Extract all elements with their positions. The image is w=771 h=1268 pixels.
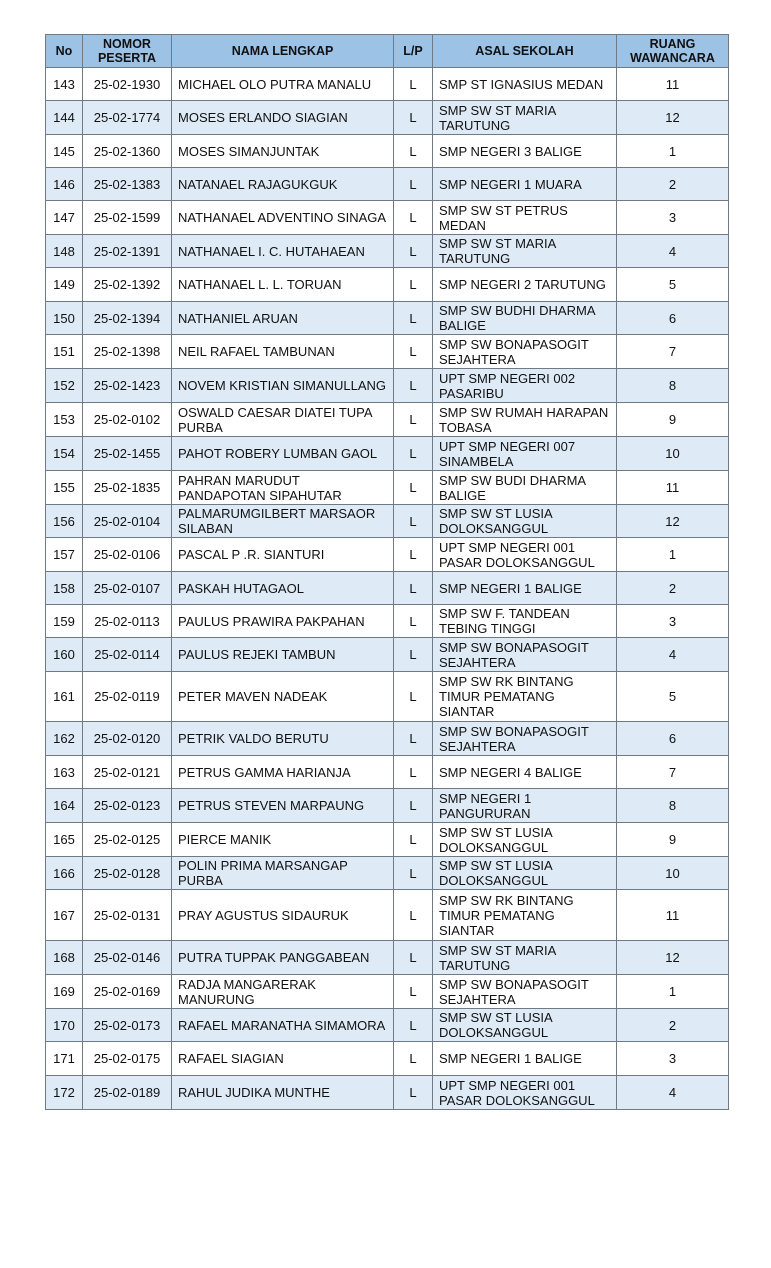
- header-nomor-line2: PESERTA: [97, 51, 157, 65]
- cell-nama-lengkap: PASKAH HUTAGAOL: [172, 572, 394, 605]
- cell-nama-lengkap: PETER MAVEN NADEAK: [172, 672, 394, 722]
- cell-lp: L: [394, 823, 433, 857]
- cell-lp: L: [394, 890, 433, 941]
- header-ruang-line2: WAWANCARA: [630, 51, 715, 65]
- cell-nomor-peserta: 25-02-1392: [83, 268, 172, 302]
- cell-asal-sekolah: SMP SW F. TANDEAN TEBING TINGGI: [433, 605, 617, 638]
- cell-nomor-peserta: 25-02-0121: [83, 756, 172, 789]
- cell-no: 160: [46, 638, 83, 672]
- cell-lp: L: [394, 789, 433, 823]
- cell-nomor-peserta: 25-02-0107: [83, 572, 172, 605]
- cell-nomor-peserta: 25-02-0146: [83, 941, 172, 975]
- cell-ruang: 1: [617, 975, 729, 1009]
- table-row: [46, 823, 729, 857]
- table-row: [46, 756, 729, 789]
- cell-no: 150: [46, 302, 83, 335]
- table-row: [46, 168, 729, 201]
- cell-lp: L: [394, 135, 433, 168]
- cell-lp: L: [394, 268, 433, 302]
- cell-nama-lengkap: PALMARUMGILBERT MARSAOR SILABAN: [172, 505, 394, 538]
- cell-lp: L: [394, 369, 433, 403]
- cell-nomor-peserta: 25-02-0128: [83, 857, 172, 890]
- cell-nama-lengkap: NATHANAEL I. C. HUTAHAEAN: [172, 235, 394, 268]
- cell-nomor-peserta: 25-02-1423: [83, 369, 172, 403]
- table-row: [46, 369, 729, 403]
- cell-nama-lengkap: PAHRAN MARUDUT PANDAPOTAN SIPAHUTAR: [172, 471, 394, 505]
- cell-nama-lengkap: PETRIK VALDO BERUTU: [172, 722, 394, 756]
- header-ruang-wawancara: [617, 35, 729, 68]
- cell-asal-sekolah: SMP SW BUDHI DHARMA BALIGE: [433, 302, 617, 335]
- cell-nomor-peserta: 25-02-1383: [83, 168, 172, 201]
- cell-asal-sekolah: SMP SW BONAPASOGIT SEJAHTERA: [433, 975, 617, 1009]
- cell-no: 169: [46, 975, 83, 1009]
- cell-asal-sekolah: SMP NEGERI 4 BALIGE: [433, 756, 617, 789]
- cell-lp: L: [394, 672, 433, 722]
- cell-no: 155: [46, 471, 83, 505]
- table-row: [46, 201, 729, 235]
- cell-asal-sekolah: SMP SW BONAPASOGIT SEJAHTERA: [433, 335, 617, 369]
- cell-nama-lengkap: NATHANAEL ADVENTINO SINAGA: [172, 201, 394, 235]
- cell-ruang: 12: [617, 941, 729, 975]
- cell-nomor-peserta: 25-02-0114: [83, 638, 172, 672]
- cell-ruang: 9: [617, 403, 729, 437]
- table-row: [46, 101, 729, 135]
- cell-nomor-peserta: 25-02-1360: [83, 135, 172, 168]
- cell-nomor-peserta: 25-02-0175: [83, 1042, 172, 1076]
- cell-nomor-peserta: 25-02-1394: [83, 302, 172, 335]
- cell-nama-lengkap: MICHAEL OLO PUTRA MANALU: [172, 68, 394, 101]
- cell-nama-lengkap: POLIN PRIMA MARSANGAP PURBA: [172, 857, 394, 890]
- cell-lp: L: [394, 638, 433, 672]
- cell-nama-lengkap: PAULUS PRAWIRA PAKPAHAN: [172, 605, 394, 638]
- cell-lp: L: [394, 756, 433, 789]
- cell-no: 153: [46, 403, 83, 437]
- cell-no: 145: [46, 135, 83, 168]
- cell-nomor-peserta: 25-02-0120: [83, 722, 172, 756]
- cell-ruang: 7: [617, 756, 729, 789]
- cell-nama-lengkap: NOVEM KRISTIAN SIMANULLANG: [172, 369, 394, 403]
- header-nomor-line1: NOMOR: [103, 37, 151, 51]
- table-row: [46, 1009, 729, 1042]
- cell-nomor-peserta: 25-02-1391: [83, 235, 172, 268]
- cell-lp: L: [394, 168, 433, 201]
- cell-asal-sekolah: SMP SW RK BINTANG TIMUR PEMATANG SIANTAR: [433, 890, 617, 941]
- cell-nama-lengkap: OSWALD CAESAR DIATEI TUPA PURBA: [172, 403, 394, 437]
- cell-no: 171: [46, 1042, 83, 1076]
- cell-nama-lengkap: NEIL RAFAEL TAMBUNAN: [172, 335, 394, 369]
- cell-asal-sekolah: SMP SW RUMAH HARAPAN TOBASA: [433, 403, 617, 437]
- cell-ruang: 2: [617, 572, 729, 605]
- header-asal-label: ASAL SEKOLAH: [475, 44, 574, 58]
- cell-lp: L: [394, 101, 433, 135]
- cell-lp: L: [394, 68, 433, 101]
- table-row: [46, 335, 729, 369]
- cell-nomor-peserta: 25-02-1599: [83, 201, 172, 235]
- participant-table: [45, 34, 729, 1110]
- cell-asal-sekolah: SMP NEGERI 1 MUARA: [433, 168, 617, 201]
- cell-nama-lengkap: PRAY AGUSTUS SIDAURUK: [172, 890, 394, 941]
- header-lp: [394, 35, 433, 68]
- cell-lp: L: [394, 302, 433, 335]
- cell-asal-sekolah: SMP SW BONAPASOGIT SEJAHTERA: [433, 722, 617, 756]
- cell-nomor-peserta: 25-02-0173: [83, 1009, 172, 1042]
- cell-no: 170: [46, 1009, 83, 1042]
- table-row: [46, 68, 729, 101]
- cell-nama-lengkap: NATHANIEL ARUAN: [172, 302, 394, 335]
- cell-nomor-peserta: 25-02-0119: [83, 672, 172, 722]
- cell-ruang: 12: [617, 101, 729, 135]
- cell-no: 151: [46, 335, 83, 369]
- cell-ruang: 8: [617, 789, 729, 823]
- cell-nomor-peserta: 25-02-0102: [83, 403, 172, 437]
- cell-no: 165: [46, 823, 83, 857]
- cell-nomor-peserta: 25-02-1398: [83, 335, 172, 369]
- cell-nomor-peserta: 25-02-1774: [83, 101, 172, 135]
- cell-ruang: 6: [617, 302, 729, 335]
- cell-asal-sekolah: SMP SW ST LUSIA DOLOKSANGGUL: [433, 1009, 617, 1042]
- table-row: [46, 538, 729, 572]
- header-no: [46, 35, 83, 68]
- table-row: [46, 505, 729, 538]
- cell-ruang: 11: [617, 471, 729, 505]
- header-nomor-peserta: [83, 35, 172, 68]
- cell-asal-sekolah: UPT SMP NEGERI 002 PASARIBU: [433, 369, 617, 403]
- header-no-label: No: [55, 44, 73, 58]
- cell-ruang: 2: [617, 168, 729, 201]
- table-row: [46, 235, 729, 268]
- cell-ruang: 12: [617, 505, 729, 538]
- table-row: [46, 605, 729, 638]
- cell-nomor-peserta: 25-02-0125: [83, 823, 172, 857]
- cell-ruang: 2: [617, 1009, 729, 1042]
- cell-asal-sekolah: SMP SW RK BINTANG TIMUR PEMATANG SIANTAR: [433, 672, 617, 722]
- cell-no: 156: [46, 505, 83, 538]
- cell-no: 149: [46, 268, 83, 302]
- cell-ruang: 3: [617, 1042, 729, 1076]
- cell-nama-lengkap: PIERCE MANIK: [172, 823, 394, 857]
- table-row: [46, 1042, 729, 1076]
- cell-ruang: 4: [617, 235, 729, 268]
- cell-asal-sekolah: SMP NEGERI 1 PANGURURAN: [433, 789, 617, 823]
- cell-nomor-peserta: 25-02-0113: [83, 605, 172, 638]
- cell-no: 159: [46, 605, 83, 638]
- cell-ruang: 5: [617, 672, 729, 722]
- cell-nama-lengkap: PETRUS STEVEN MARPAUNG: [172, 789, 394, 823]
- table-row: [46, 941, 729, 975]
- cell-asal-sekolah: SMP SW ST MARIA TARUTUNG: [433, 101, 617, 135]
- cell-asal-sekolah: SMP NEGERI 1 BALIGE: [433, 572, 617, 605]
- cell-lp: L: [394, 572, 433, 605]
- cell-nama-lengkap: MOSES SIMANJUNTAK: [172, 135, 394, 168]
- cell-asal-sekolah: SMP SW ST LUSIA DOLOKSANGGUL: [433, 857, 617, 890]
- cell-nama-lengkap: RAHUL JUDIKA MUNTHE: [172, 1076, 394, 1110]
- cell-ruang: 8: [617, 369, 729, 403]
- cell-asal-sekolah: SMP ST IGNASIUS MEDAN: [433, 68, 617, 101]
- cell-asal-sekolah: UPT SMP NEGERI 001 PASAR DOLOKSANGGUL: [433, 538, 617, 572]
- table-row: [46, 268, 729, 302]
- cell-ruang: 1: [617, 135, 729, 168]
- table-row: [46, 722, 729, 756]
- cell-nama-lengkap: RADJA MANGARERAK MANURUNG: [172, 975, 394, 1009]
- cell-no: 168: [46, 941, 83, 975]
- table-row: [46, 135, 729, 168]
- cell-lp: L: [394, 335, 433, 369]
- cell-ruang: 7: [617, 335, 729, 369]
- table-row: [46, 890, 729, 941]
- cell-asal-sekolah: SMP SW ST MARIA TARUTUNG: [433, 941, 617, 975]
- table-row: [46, 975, 729, 1009]
- cell-ruang: 4: [617, 638, 729, 672]
- header-nama-label: NAMA LENGKAP: [231, 44, 334, 58]
- cell-asal-sekolah: SMP NEGERI 3 BALIGE: [433, 135, 617, 168]
- cell-ruang: 11: [617, 68, 729, 101]
- cell-nama-lengkap: PAULUS REJEKI TAMBUN: [172, 638, 394, 672]
- cell-no: 163: [46, 756, 83, 789]
- cell-lp: L: [394, 471, 433, 505]
- cell-nomor-peserta: 25-02-0106: [83, 538, 172, 572]
- cell-lp: L: [394, 201, 433, 235]
- cell-asal-sekolah: SMP SW ST MARIA TARUTUNG: [433, 235, 617, 268]
- cell-lp: L: [394, 437, 433, 471]
- table-row: [46, 789, 729, 823]
- cell-no: 172: [46, 1076, 83, 1110]
- cell-no: 152: [46, 369, 83, 403]
- cell-ruang: 10: [617, 857, 729, 890]
- cell-no: 161: [46, 672, 83, 722]
- table-row: [46, 403, 729, 437]
- cell-nama-lengkap: NATANAEL RAJAGUKGUK: [172, 168, 394, 201]
- header-row: [46, 35, 729, 68]
- cell-no: 146: [46, 168, 83, 201]
- cell-no: 166: [46, 857, 83, 890]
- cell-nomor-peserta: 25-02-0123: [83, 789, 172, 823]
- cell-lp: L: [394, 235, 433, 268]
- cell-nomor-peserta: 25-02-0169: [83, 975, 172, 1009]
- cell-ruang: 4: [617, 1076, 729, 1110]
- cell-ruang: 6: [617, 722, 729, 756]
- cell-nomor-peserta: 25-02-1455: [83, 437, 172, 471]
- table-row: [46, 471, 729, 505]
- cell-nomor-peserta: 25-02-1835: [83, 471, 172, 505]
- cell-ruang: 5: [617, 268, 729, 302]
- cell-nama-lengkap: PAHOT ROBERY LUMBAN GAOL: [172, 437, 394, 471]
- cell-no: 162: [46, 722, 83, 756]
- cell-nama-lengkap: RAFAEL SIAGIAN: [172, 1042, 394, 1076]
- cell-asal-sekolah: SMP SW ST LUSIA DOLOKSANGGUL: [433, 505, 617, 538]
- cell-nomor-peserta: 25-02-0189: [83, 1076, 172, 1110]
- table-row: [46, 1076, 729, 1110]
- cell-nomor-peserta: 25-02-1930: [83, 68, 172, 101]
- cell-asal-sekolah: SMP SW BONAPASOGIT SEJAHTERA: [433, 638, 617, 672]
- cell-no: 148: [46, 235, 83, 268]
- cell-no: 158: [46, 572, 83, 605]
- table-row: [46, 437, 729, 471]
- cell-asal-sekolah: SMP SW BUDI DHARMA BALIGE: [433, 471, 617, 505]
- cell-no: 154: [46, 437, 83, 471]
- cell-lp: L: [394, 403, 433, 437]
- cell-asal-sekolah: UPT SMP NEGERI 007 SINAMBELA: [433, 437, 617, 471]
- cell-no: 167: [46, 890, 83, 941]
- header-lp-label: L/P: [403, 44, 423, 58]
- cell-lp: L: [394, 857, 433, 890]
- cell-nomor-peserta: 25-02-0104: [83, 505, 172, 538]
- table-row: [46, 857, 729, 890]
- cell-lp: L: [394, 975, 433, 1009]
- cell-no: 164: [46, 789, 83, 823]
- cell-ruang: 1: [617, 538, 729, 572]
- cell-asal-sekolah: SMP SW ST LUSIA DOLOKSANGGUL: [433, 823, 617, 857]
- cell-nama-lengkap: PASCAL P .R. SIANTURI: [172, 538, 394, 572]
- cell-asal-sekolah: SMP SW ST PETRUS MEDAN: [433, 201, 617, 235]
- header-ruang-line1: RUANG: [649, 37, 696, 51]
- table-row: [46, 638, 729, 672]
- cell-nomor-peserta: 25-02-0131: [83, 890, 172, 941]
- cell-no: 157: [46, 538, 83, 572]
- cell-ruang: 9: [617, 823, 729, 857]
- cell-lp: L: [394, 722, 433, 756]
- cell-asal-sekolah: UPT SMP NEGERI 001 PASAR DOLOKSANGGUL: [433, 1076, 617, 1110]
- cell-nama-lengkap: RAFAEL MARANATHA SIMAMORA: [172, 1009, 394, 1042]
- cell-ruang: 11: [617, 890, 729, 941]
- cell-lp: L: [394, 505, 433, 538]
- cell-lp: L: [394, 941, 433, 975]
- cell-nama-lengkap: PUTRA TUPPAK PANGGABEAN: [172, 941, 394, 975]
- table-row: [46, 672, 729, 722]
- cell-no: 147: [46, 201, 83, 235]
- header-asal-sekolah: [433, 35, 617, 68]
- cell-no: 143: [46, 68, 83, 101]
- cell-asal-sekolah: SMP NEGERI 2 TARUTUNG: [433, 268, 617, 302]
- cell-ruang: 3: [617, 201, 729, 235]
- cell-nama-lengkap: MOSES ERLANDO SIAGIAN: [172, 101, 394, 135]
- cell-lp: L: [394, 605, 433, 638]
- cell-lp: L: [394, 1042, 433, 1076]
- cell-no: 144: [46, 101, 83, 135]
- header-nama-lengkap: [172, 35, 394, 68]
- cell-ruang: 3: [617, 605, 729, 638]
- table-row: [46, 302, 729, 335]
- cell-lp: L: [394, 1076, 433, 1110]
- cell-nama-lengkap: NATHANAEL L. L. TORUAN: [172, 268, 394, 302]
- table-row: [46, 572, 729, 605]
- cell-asal-sekolah: SMP NEGERI 1 BALIGE: [433, 1042, 617, 1076]
- cell-lp: L: [394, 1009, 433, 1042]
- cell-lp: L: [394, 538, 433, 572]
- cell-ruang: 10: [617, 437, 729, 471]
- cell-nama-lengkap: PETRUS GAMMA HARIANJA: [172, 756, 394, 789]
